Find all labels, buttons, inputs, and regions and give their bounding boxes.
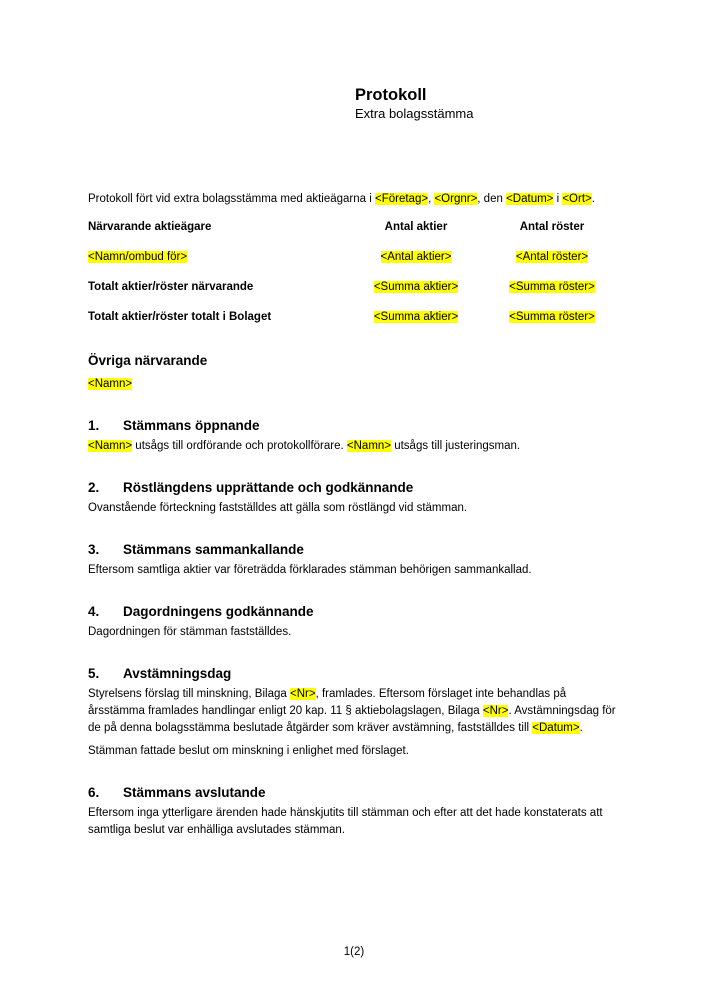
shares-cell bbox=[348, 249, 484, 266]
text-segment: . bbox=[591, 193, 595, 205]
section-title: Stämmans avslutande bbox=[123, 785, 266, 800]
placeholder-field: <Namn> bbox=[88, 378, 133, 390]
section-number: 1. bbox=[88, 418, 100, 433]
section-3-convening bbox=[88, 541, 620, 579]
placeholder-field: <Summa aktier> bbox=[373, 311, 459, 323]
section-number: 2. bbox=[88, 480, 100, 495]
section-body bbox=[88, 500, 620, 517]
column-header-shares: Antal aktier bbox=[384, 221, 448, 233]
section-heading bbox=[88, 541, 620, 558]
placeholder-field: <Företag> bbox=[375, 193, 429, 205]
placeholder-field: <Orgnr> bbox=[434, 193, 478, 205]
section-number: 3. bbox=[88, 542, 100, 557]
section-number: 6. bbox=[88, 785, 100, 800]
title-block bbox=[88, 86, 620, 122]
votes-cell bbox=[484, 309, 620, 326]
total-present-label: Totalt aktier/röster närvarande bbox=[88, 281, 254, 293]
section-4-agenda bbox=[88, 603, 620, 641]
section-5-record-date bbox=[88, 665, 620, 760]
section-paragraph bbox=[88, 743, 620, 760]
section-title: Röstlängdens upprättande och godkännande bbox=[123, 480, 414, 495]
shares-cell bbox=[348, 279, 484, 296]
section-2-voting-list bbox=[88, 479, 620, 517]
total-company-label: Totalt aktier/röster totalt i Bolaget bbox=[88, 311, 272, 323]
placeholder-field: <Nr> bbox=[289, 688, 316, 700]
table-header-row bbox=[88, 219, 620, 236]
votes-cell bbox=[484, 249, 620, 266]
others-present-value bbox=[88, 376, 620, 393]
text-segment: . Avstämningsdag för de på denna bolagsstämma beslutade åtgärder som kräver avstämning, fastställdes till bbox=[88, 705, 616, 734]
text-segment: , den bbox=[477, 193, 507, 205]
column-header-shareholders: Närvarande aktieägare bbox=[88, 221, 212, 233]
section-body bbox=[88, 805, 620, 839]
placeholder-field: <Namn> bbox=[346, 440, 392, 452]
page-number: 1(2) bbox=[343, 946, 365, 958]
placeholder-field: <Summa röster> bbox=[509, 281, 595, 293]
intro-paragraph bbox=[88, 191, 620, 208]
text-segment: utsågs till justeringsman. bbox=[391, 440, 521, 452]
section-title: Dagordningens godkännande bbox=[123, 604, 314, 619]
section-heading bbox=[88, 665, 620, 682]
placeholder-field: <Datum> bbox=[532, 722, 580, 734]
shares-cell bbox=[348, 309, 484, 326]
table-row bbox=[88, 279, 620, 296]
placeholder-field: <Summa aktier> bbox=[373, 281, 459, 293]
document-subtitle: Extra bolagsstämma bbox=[355, 106, 474, 121]
placeholder-field: <Summa röster> bbox=[509, 311, 595, 323]
text-segment: Eftersom inga ytterligare ärenden hade hänskjutits till stämman och efter att det hade konstaterats att samtliga beslut var enhälliga avslutades stämman. bbox=[88, 807, 603, 836]
text-segment: . bbox=[579, 722, 583, 734]
text-segment: Styrelsens förslag till minskning, Bilaga bbox=[88, 688, 290, 700]
section-number: 4. bbox=[88, 604, 100, 619]
shareholder-name-cell bbox=[88, 249, 348, 266]
others-present-heading: Övriga närvarande bbox=[88, 353, 208, 368]
document-title: Protokoll bbox=[355, 86, 427, 104]
text-segment: Dagordningen för stämman fastställdes. bbox=[88, 626, 292, 638]
text-segment: Stämman fattade beslut om minskning i enlighet med förslaget. bbox=[88, 745, 409, 757]
section-paragraph bbox=[88, 624, 620, 641]
section-body bbox=[88, 686, 620, 760]
placeholder-field: <Ort> bbox=[562, 193, 592, 205]
section-paragraph bbox=[88, 438, 620, 455]
section-heading bbox=[88, 479, 620, 496]
placeholder-field: <Namn/ombud för> bbox=[88, 251, 188, 263]
placeholder-field: <Antal röster> bbox=[515, 251, 589, 263]
section-title: Stämmans öppnande bbox=[123, 418, 260, 433]
section-6-closing bbox=[88, 784, 620, 839]
section-body bbox=[88, 624, 620, 641]
placeholder-field: <Nr> bbox=[482, 705, 509, 717]
table-row bbox=[88, 249, 620, 266]
section-title: Stämmans sammankallande bbox=[123, 542, 304, 557]
section-heading bbox=[88, 784, 620, 801]
text-segment: i bbox=[553, 193, 563, 205]
section-paragraph bbox=[88, 686, 620, 737]
text-segment: Ovanstående förteckning fastställdes att gälla som röstlängd vid stämman. bbox=[88, 502, 468, 514]
section-body bbox=[88, 562, 620, 579]
text-segment: , bbox=[428, 193, 435, 205]
section-number: 5. bbox=[88, 666, 100, 681]
section-paragraph bbox=[88, 500, 620, 517]
attendance-table bbox=[88, 219, 620, 326]
column-header-votes: Antal röster bbox=[519, 221, 585, 233]
section-title: Avstämningsdag bbox=[123, 666, 232, 681]
section-paragraph bbox=[88, 805, 620, 839]
placeholder-field: <Datum> bbox=[506, 193, 554, 205]
section-heading bbox=[88, 603, 620, 620]
placeholder-field: <Namn> bbox=[88, 440, 133, 452]
section-heading bbox=[88, 417, 620, 434]
document-content bbox=[88, 0, 620, 839]
placeholder-field: <Antal aktier> bbox=[380, 251, 452, 263]
section-body bbox=[88, 438, 620, 455]
section-paragraph bbox=[88, 562, 620, 579]
text-segment: utsågs till ordförande och protokollförare. bbox=[132, 440, 347, 452]
section-1-opening bbox=[88, 417, 620, 455]
table-row bbox=[88, 309, 620, 326]
votes-cell bbox=[484, 279, 620, 296]
text-segment: Eftersom samtliga aktier var företrädda förklarades stämman behörigen sammankallad. bbox=[88, 564, 532, 576]
text-segment: , framlades. Eftersom förslaget inte behandlas på årsstämma framlades handlingar enligt 20 kap. 11 § aktiebolagslagen, Bilaga bbox=[88, 688, 567, 717]
text-segment: Protokoll fört vid extra bolagsstämma med aktieägarna i bbox=[88, 193, 375, 205]
